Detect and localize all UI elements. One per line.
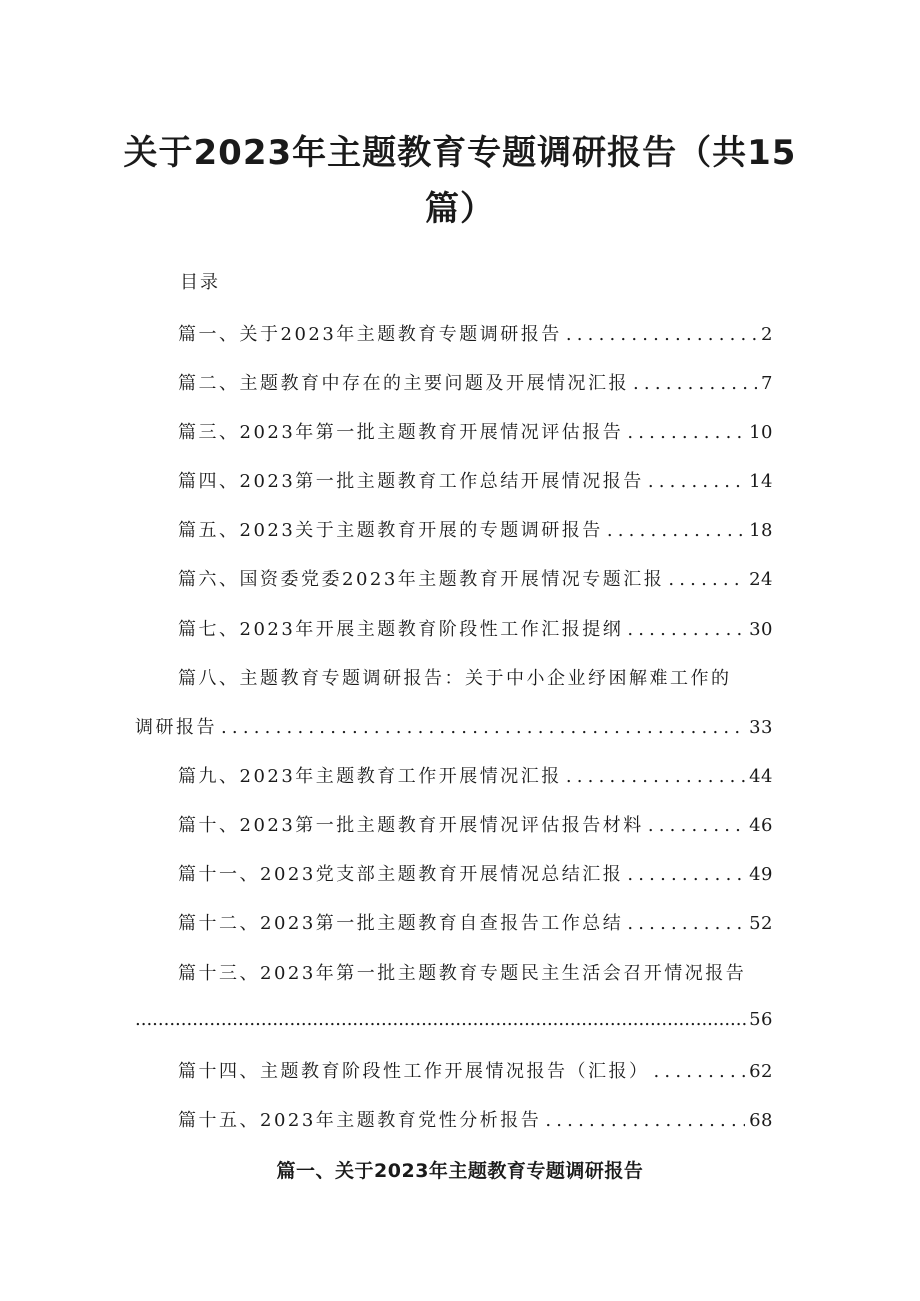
toc-leader-dots — [654, 1061, 746, 1082]
toc-leader-dots — [648, 471, 745, 492]
toc-leader-dots — [221, 717, 745, 738]
toc-leader-dots — [668, 569, 745, 590]
toc-entry-title: 篇六、国资委党委2023年主题教育开展情况专题汇报 — [178, 569, 665, 590]
toc-leader-dots — [627, 619, 745, 640]
toc-leader-dots — [627, 422, 745, 443]
toc-entry-4[interactable] — [178, 467, 773, 493]
toc-entry-title: 篇四、2023第一批主题教育工作总结开展情况报告 — [178, 471, 644, 492]
toc-entry-5[interactable] — [178, 516, 773, 542]
toc-entry-page: 18 — [749, 520, 773, 541]
toc-entry-10[interactable] — [178, 811, 773, 837]
toc-entry-9[interactable] — [178, 762, 773, 788]
toc-entry-13-title[interactable]: 篇十三、2023年第一批主题教育专题民主生活会召开情况报告 — [178, 963, 747, 984]
toc-leader-dots — [135, 1009, 748, 1030]
toc-entry-page: 46 — [749, 815, 773, 836]
toc-entry-title: 篇十、2023第一批主题教育开展情况评估报告材料 — [178, 815, 644, 836]
toc-leader-dots — [545, 1110, 745, 1131]
toc-entry-2[interactable] — [178, 369, 773, 395]
toc-entry-14[interactable] — [178, 1057, 773, 1083]
toc-entry-page: 10 — [749, 422, 773, 443]
toc-entry-title: 篇十四、主题教育阶段性工作开展情况报告（汇报） — [178, 1061, 650, 1082]
toc-heading: 目录 — [180, 272, 220, 293]
toc-entry-13[interactable] — [135, 1009, 773, 1030]
document-title-line-2: 篇） — [425, 189, 495, 229]
toc-entry-title: 篇十五、2023年主题教育党性分析报告 — [178, 1110, 542, 1131]
toc-leader-dots — [627, 864, 745, 885]
toc-entry-page: 68 — [749, 1110, 773, 1131]
toc-entry-title: 篇十二、2023第一批主题教育自查报告工作总结 — [178, 913, 624, 934]
toc-entry-title: 篇二、主题教育中存在的主要问题及开展情况汇报 — [178, 373, 629, 394]
toc-entry-1[interactable] — [178, 320, 773, 346]
toc-leader-dots — [566, 766, 745, 787]
toc-entry-page: 14 — [749, 471, 773, 492]
toc-leader-dots — [607, 520, 745, 541]
toc-entry-page: 2 — [761, 324, 773, 345]
toc-entry-8-title-line-1[interactable]: 篇八、主题教育专题调研报告：关于中小企业纾困解难工作的 — [178, 668, 732, 689]
toc-entry-12[interactable] — [178, 909, 773, 935]
document-title-line-1: 关于2023年主题教育专题调研报告（共15 — [123, 133, 797, 173]
toc-entry-title: 篇九、2023年主题教育工作开展情况汇报 — [178, 766, 562, 787]
toc-entry-page: 56 — [749, 1009, 773, 1030]
toc-entry-page: 49 — [749, 864, 773, 885]
toc-entry-7[interactable] — [178, 615, 773, 641]
toc-entry-page: 33 — [749, 717, 773, 738]
toc-entry-8[interactable] — [135, 713, 773, 739]
toc-entry-title: 篇五、2023关于主题教育开展的专题调研报告 — [178, 520, 603, 541]
section-heading: 篇一、关于2023年主题教育专题调研报告 — [276, 1160, 644, 1182]
toc-entry-page: 7 — [761, 373, 773, 394]
toc-leader-dots — [627, 913, 745, 934]
toc-entry-3[interactable] — [178, 418, 773, 444]
toc-entry-page: 30 — [749, 619, 773, 640]
toc-entry-title: 篇三、2023年第一批主题教育开展情况评估报告 — [178, 422, 624, 443]
toc-leader-dots — [566, 324, 757, 345]
toc-entry-page: 52 — [749, 913, 773, 934]
toc-entry-page: 44 — [749, 766, 773, 787]
toc-entry-6[interactable] — [178, 565, 773, 591]
toc-entry-title: 篇一、关于2023年主题教育专题调研报告 — [178, 324, 562, 345]
toc-leader-dots — [648, 815, 745, 836]
toc-entry-page: 24 — [749, 569, 773, 590]
toc-entry-title: 篇七、2023年开展主题教育阶段性工作汇报提纲 — [178, 619, 624, 640]
toc-entry-15[interactable] — [178, 1106, 773, 1132]
toc-entry-11[interactable] — [178, 860, 773, 886]
toc-entry-title: 篇十一、2023党支部主题教育开展情况总结汇报 — [178, 864, 624, 885]
toc-entry-title: 调研报告 — [135, 717, 217, 738]
toc-leader-dots — [633, 373, 757, 394]
toc-entry-page: 62 — [749, 1061, 773, 1082]
